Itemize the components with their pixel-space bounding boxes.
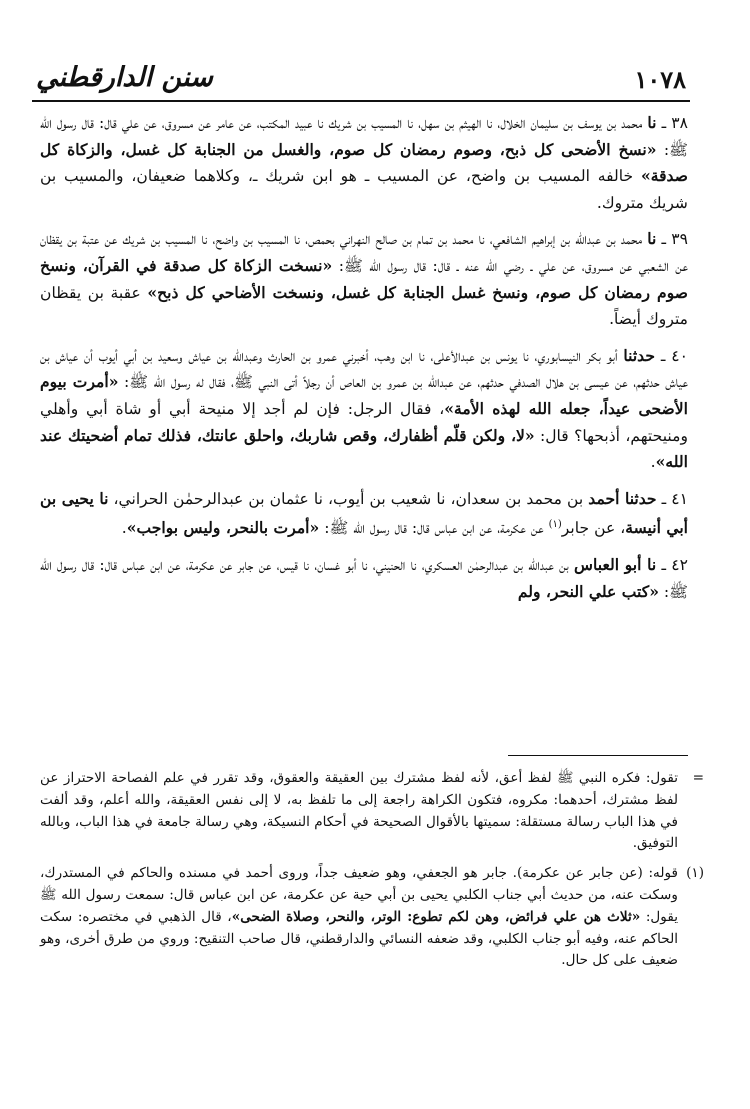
text-segment: ، عن جابر — [561, 519, 626, 538]
text-segment: . — [121, 519, 127, 538]
bold-segment: نا يحيى بن أبي أنيسة — [40, 488, 688, 538]
footnote-text — [40, 768, 678, 855]
bold-segment: نا — [647, 113, 657, 132]
text-segment: . — [650, 453, 656, 472]
footnote-text — [40, 863, 678, 972]
text-segment: أبو بكر النيسابوري، نا يونس بن عبدالأعلى، نا ابن وهب، أخبرني عمرو بن الحارث وعبدالله بن عياش وسعيد بن أبي أيوب أن عياش بن عياش حدثهم، عن عيسى بن هلال الصدفي حدثهم، عن عبدالله بن عمرو بن العاص أن رجلاً أتى النبي ﷺ، فقال له رسول الله ﷺ: — [40, 346, 689, 392]
hadith-38 — [40, 110, 688, 216]
hadith-42 — [40, 552, 688, 605]
bold-segment: «أمرت بالنحر، وليس بواجب» — [126, 518, 320, 538]
footnote-1 — [40, 863, 704, 972]
hadith-39 — [40, 226, 688, 332]
text-segment: ٣٩ ـ — [656, 230, 688, 249]
bold-segment: نا — [647, 229, 657, 249]
text-segment: ٤١ ـ — [656, 489, 688, 508]
bold-segment: «ثلاث هن علي فرائض، وهن لكم تطوع: الوتر، والنحر، وصلاة الضحى» — [231, 908, 641, 925]
text-segment: خالفه المسيب بن واضح، عن المسيب ـ هو ابن شريك ـ، وكلاهما ضعيفان، والمسيب بن شريك متروك. — [40, 167, 688, 212]
bold-segment: «نسخت الزكاة كل صدقة في القرآن، ونسخ صوم رمضان كل صوم، ونسخ غسل الجنابة كل غسل، ونسخت الأضاحي كل ذبح» — [40, 255, 688, 302]
text-segment: محمد بن عبدالله بن إبراهيم الشافعي، نا محمد بن تمام بن صالح النهراني بحمص، نا المسيب بن واضح، نا المسيب بن شريك عن عتبة بن يقظان عن الشعبي عن مسروق، عن علي ـ رضي الله عنه ـ قال: قال رسول الله ﷺ: — [40, 230, 688, 275]
text-segment: ، قال الذهبي في مختصره: سكت الحاكم عنه، وفيه أبو جناب الكلبي، وقد ضعفه النسائي والدارقطني، قال صاحب التنقيح: وروي من طرق أخرى، وهو ضعيف على كل حال. — [40, 908, 678, 969]
footnote-continuation — [40, 768, 704, 855]
bold-segment: «لا، ولكن قلّم أظفارك، وقص شاربك، واحلق عانتك، فذلك تمام أضحيتك عند الله» — [40, 425, 688, 472]
bold-segment: حدثنا أحمد — [588, 488, 657, 508]
text-segment: ٣٨ ـ — [656, 114, 688, 132]
text-segment: بن عبدالله بن عبدالرحمٰن العسكري، نا الحنيني، نا أبو غسان، نا قيس، عن جابر عن عكرمة، عن ابن عباس قال: قال رسول الله ﷺ: — [40, 556, 688, 601]
text-segment: ، فقال الرجل: فإن لم أجد إلا منيحة أبي أو شاة أبي وأهلي ومنيحتهم، أذبحها؟ قال: — [40, 399, 688, 445]
book-title: سنن الدارقطني — [36, 62, 213, 93]
footnotes — [40, 768, 704, 980]
footnote-ref: (١) — [548, 519, 562, 531]
text-segment: ٤٠ ـ — [655, 346, 688, 365]
footnote-marker: = — [692, 770, 704, 786]
main-text — [40, 110, 688, 615]
text-segment: عقبة بن يقظان متروك أيضاً. — [40, 283, 688, 329]
bold-segment: «نسخ الأضحى كل ذبح، وصوم رمضان كل صوم، والغسل من الجنابة كل غسل، والزكاة كل صدقة» — [40, 139, 688, 186]
text-segment: عن عكرمة، عن ابن عباس قال: قال رسول الله ﷺ: — [319, 519, 549, 538]
page-number: ١٠٧٨ — [634, 65, 686, 94]
bold-segment: «أمرت بيوم الأضحى عيداً، جعله الله لهذه الأمة» — [40, 372, 688, 418]
bold-segment: نا أبو العباس — [573, 555, 657, 575]
text-segment: محمد بن يوسف بن سليمان الخلال، نا الهيثم بن سهل، نا المسيب بن شريك نا عبيد المكتب، عن عامر عن مسروق، عن علي قال: قال رسول الله ﷺ: — [40, 114, 688, 159]
bold-segment: «كتب علي النحر، ولم — [517, 581, 659, 601]
text-segment: ٤٢ ـ — [656, 556, 689, 575]
hadith-41 — [40, 486, 688, 542]
footnote-separator — [508, 755, 688, 756]
hadith-40 — [40, 343, 688, 476]
text-segment: بن محمد بن سعدان، نا شعيب بن أيوب، نا عثمان بن عبدالرحمٰن الحراني، — [108, 489, 589, 508]
text-segment: تقول: فكره النبي ﷺ لفظ أعق، لأنه لفظ مشترك بين العقيقة والعقوق، وقد تقرر في علم الفصاحة الاحتراز عن لفظ مشترك، أحدهما: مكروه، فتكون الكراهة راجعة إلى ما تلفظ به، لا إلى نفس العقيقة، والله أعلم، وقد ألفت في هذا الباب رسالة مستقلة: سميتها بالأقوال الصحيحة في أحكام النسيكة، وهي رسالة جامعة في هذا الباب، وبالله التوفيق. — [40, 770, 678, 852]
footnote-marker: (١) — [686, 865, 704, 882]
text-segment: قوله: (عن جابر عن عكرمة). جابر هو الجعفي، وهو ضعيف جداً، وروى أحمد في مسنده والحاكم في المستدرك، وسكت عنه، من حديث أبي جناب الكلبي يحيى بن أبي حية عن عكرمة، عن ابن عباس قال: سمعت رسول الله ﷺ يقول: — [40, 865, 678, 925]
bold-segment: حدثنا — [623, 345, 656, 365]
page-header — [32, 56, 690, 102]
